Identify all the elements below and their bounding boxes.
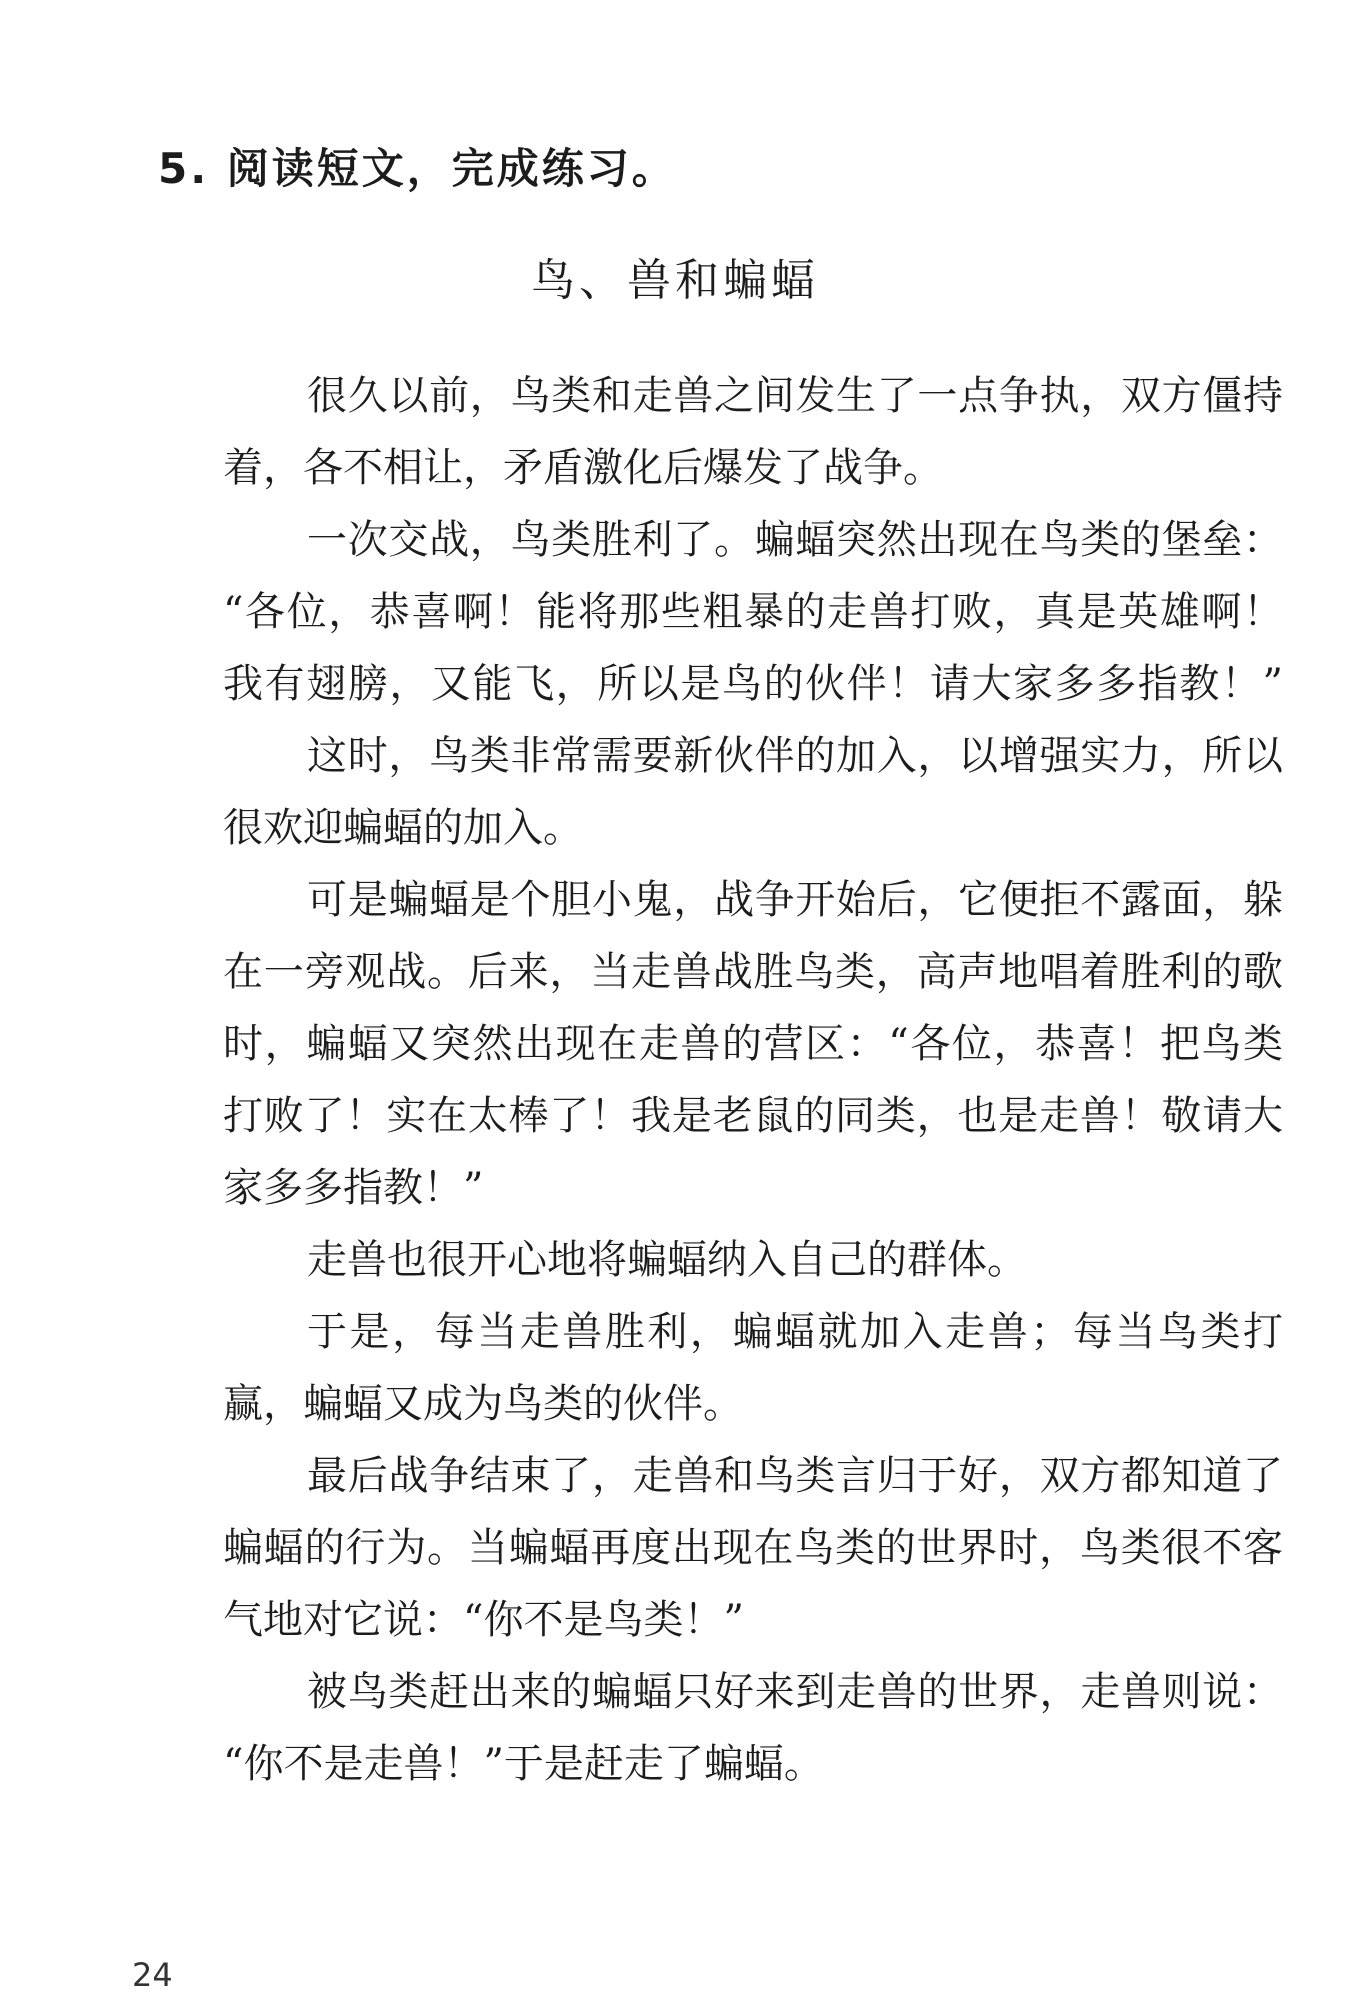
story-line: 这时，鸟类非常需要新伙伴的加入，以增强实力，所以: [307, 733, 1283, 779]
story-line: 在一旁观战。后来，当走兽战胜鸟类，高声地唱着胜利的歌: [223, 949, 1283, 995]
story-line: “各位，恭喜啊！能将那些粗暴的走兽打败，真是英雄啊！: [223, 589, 1283, 635]
story-line: 很欢迎蝙蝠的加入。: [223, 805, 583, 851]
exercise-heading: 5. 阅读短文，完成练习。: [158, 144, 677, 193]
story-line: 我有翅膀，又能飞，所以是鸟的伙伴！请大家多多指教！”: [223, 661, 1283, 707]
story-line: 可是蝙蝠是个胆小鬼，战争开始后，它便拒不露面，躲: [307, 877, 1283, 923]
story-line: 蝙蝠的行为。当蝙蝠再度出现在鸟类的世界时，鸟类很不客: [223, 1525, 1283, 1571]
story-title: 鸟、兽和蝙蝠: [531, 255, 819, 306]
story-line: 最后战争结束了，走兽和鸟类言归于好，双方都知道了: [307, 1453, 1283, 1499]
story-line: 时，蝙蝠又突然出现在走兽的营区：“各位，恭喜！把鸟类: [223, 1021, 1283, 1067]
story-line: 一次交战，鸟类胜利了。蝙蝠突然出现在鸟类的堡垒：: [307, 517, 1283, 563]
story-line: 被鸟类赶出来的蝙蝠只好来到走兽的世界，走兽则说：: [307, 1669, 1283, 1715]
story-line: 气地对它说：“你不是鸟类！”: [223, 1597, 744, 1643]
page-number: 24: [132, 1956, 173, 1994]
story-line: 家多多指教！”: [223, 1165, 484, 1211]
story-line: 很久以前，鸟类和走兽之间发生了一点争执，双方僵持: [307, 373, 1283, 419]
story-line: 赢，蝙蝠又成为鸟类的伙伴。: [223, 1381, 743, 1427]
story-body: [223, 360, 1283, 1800]
story-line: 于是，每当走兽胜利，蝙蝠就加入走兽；每当鸟类打: [307, 1309, 1283, 1355]
story-line: “你不是走兽！”于是赶走了蝙蝠。: [223, 1741, 824, 1787]
story-line: 打败了！实在太棒了！我是老鼠的同类，也是走兽！敬请大: [223, 1093, 1283, 1139]
story-line: 着，各不相让，矛盾激化后爆发了战争。: [223, 445, 943, 491]
story-line: 走兽也很开心地将蝙蝠纳入自己的群体。: [307, 1237, 1027, 1283]
